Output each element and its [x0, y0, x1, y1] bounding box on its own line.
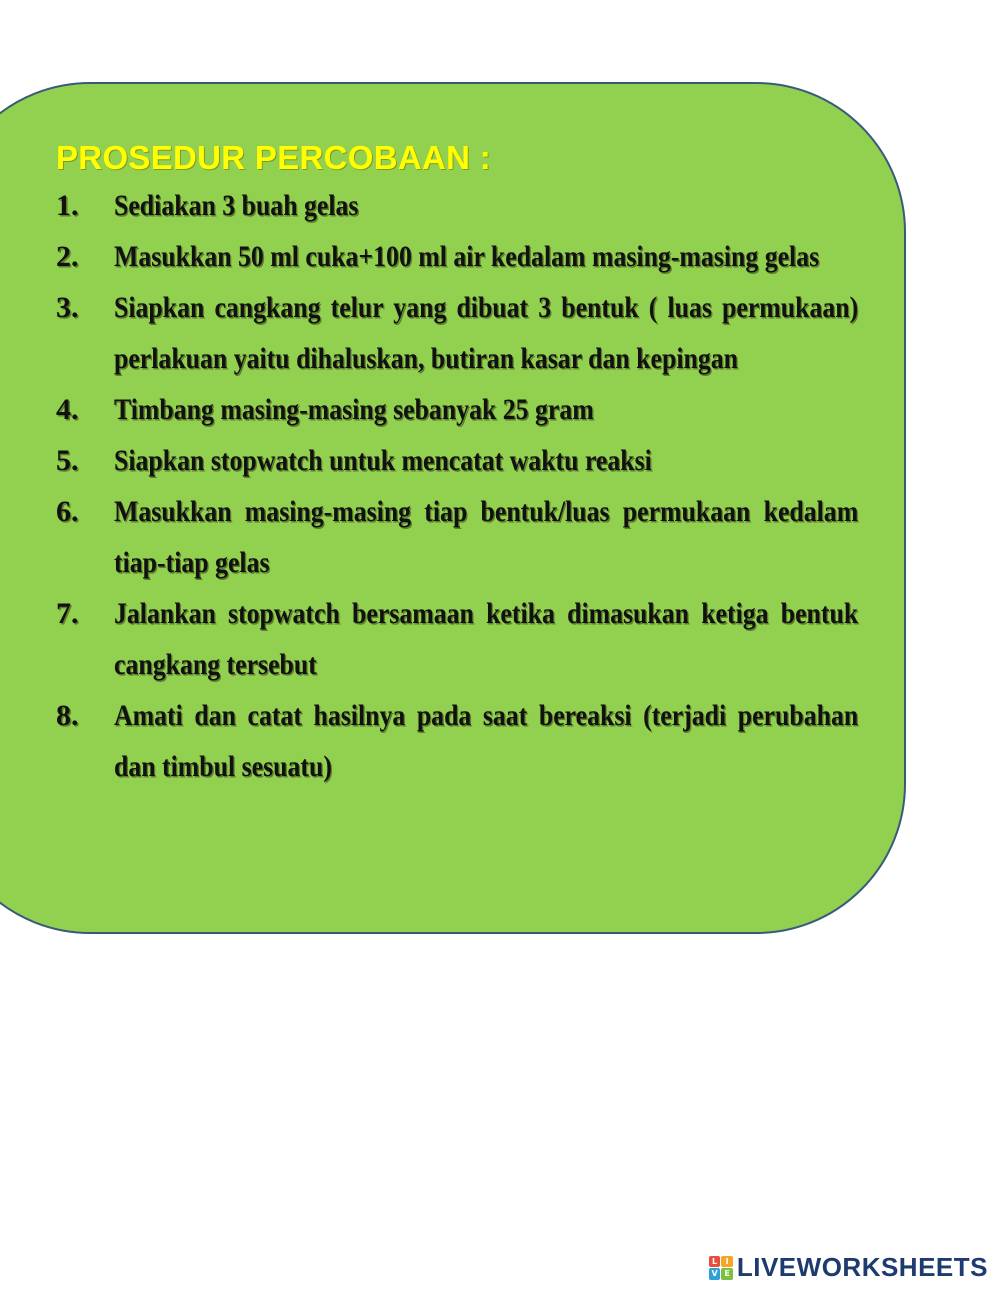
logo-letter-i: I	[721, 1256, 733, 1268]
step-number: 3.	[56, 291, 79, 324]
step-number: 6.	[56, 495, 79, 528]
step-item	[56, 588, 859, 690]
step-number: 8.	[56, 699, 79, 732]
step-text: Siapkan stopwatch untuk mencatat waktu reaksi	[114, 444, 652, 477]
procedure-steps-list	[56, 180, 859, 792]
logo-letter-e: E	[721, 1268, 733, 1280]
step-text: Masukkan masing-masing tiap bentuk/luas permukaan kedalam tiap-tiap gelas	[114, 495, 859, 579]
step-number: 1.	[56, 189, 79, 222]
step-text: Masukkan 50 ml cuka+100 ml air kedalam masing-masing gelas	[114, 240, 820, 273]
procedure-content	[56, 136, 859, 792]
step-number: 7.	[56, 597, 79, 630]
step-item	[56, 384, 852, 435]
step-text: Amati dan catat hasilnya pada saat bereaksi (terjadi perubahan dan timbul sesuatu)	[114, 699, 859, 783]
step-item	[56, 231, 852, 282]
step-text: Siapkan cangkang telur yang dibuat 3 bentuk ( luas permukaan) perlakuan yaitu dihaluskan, butiran kasar dan kepingan	[114, 291, 859, 375]
step-text: Sediakan 3 buah gelas	[114, 189, 359, 222]
procedure-title: PROSEDUR PERCOBAAN :	[56, 139, 492, 176]
logo-letter-v: V	[709, 1268, 721, 1280]
liveworksheets-brand[interactable]	[709, 1252, 988, 1283]
step-item	[56, 690, 859, 792]
step-text: Jalankan stopwatch bersamaan ketika dimasukan ketiga bentuk cangkang tersebut	[114, 597, 859, 681]
step-number: 2.	[56, 240, 79, 273]
step-text: Timbang masing-masing sebanyak 25 gram	[114, 393, 594, 426]
step-number: 4.	[56, 393, 79, 426]
step-item	[56, 180, 852, 231]
liveworksheets-logo-icon	[709, 1256, 733, 1280]
logo-letter-l: L	[709, 1256, 721, 1268]
step-item	[56, 282, 859, 384]
step-item	[56, 486, 859, 588]
brand-name: LIVEWORKSHEETS	[736, 1252, 988, 1282]
step-number: 5.	[56, 444, 79, 477]
step-item	[56, 435, 852, 486]
